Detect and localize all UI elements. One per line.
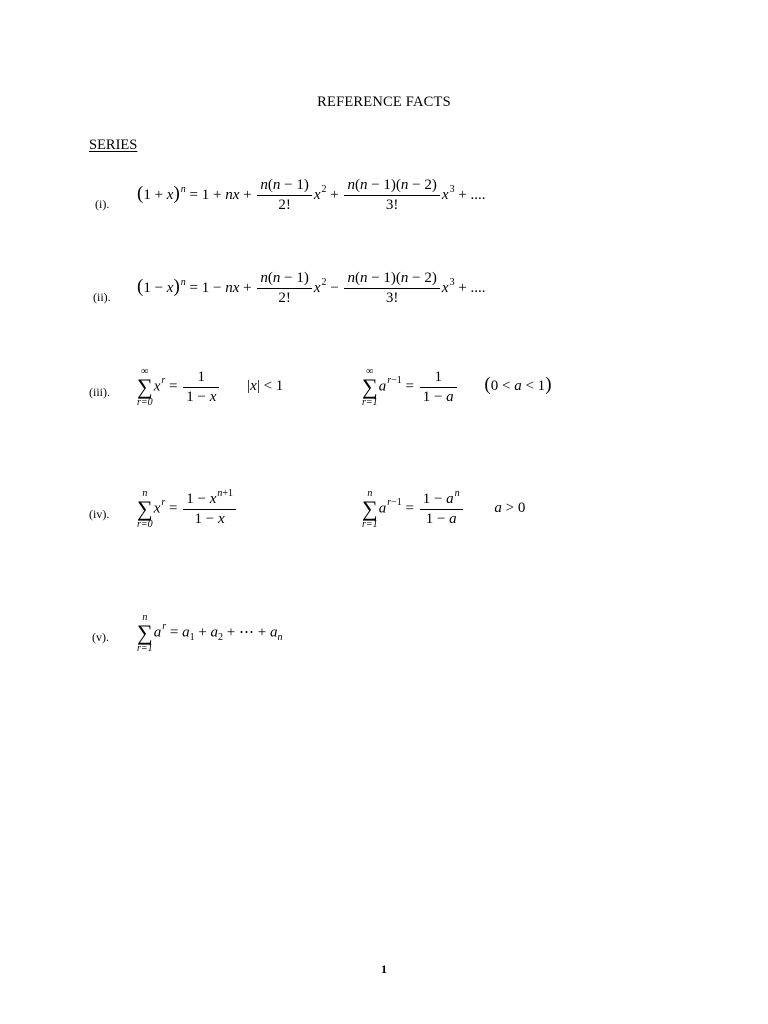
section-heading: SERIES [89,137,138,153]
page-number: 1 [381,962,387,976]
item-label-v: (v). [92,630,109,644]
page-title: REFERENCE FACTS [317,94,451,110]
formula-geometric-infinite-x: ∞ ∑ r=0 $x^r$ = $\frac{1}{1 - x}$ |x| < 1 [137,366,284,408]
item-label-iv: (iv). [89,507,110,521]
item-label-ii: (ii). [93,290,111,304]
formula-binomial-minus: $(1 - x)^n = 1$ − nx + $\frac{n(n - 1)}{2!}$ $x^2$ − $\frac{n(n - 1)(n - 2)}{3!}$ $x^3$ + .... [137,270,486,306]
formula-geometric-infinite-a: ∞ ∑ r=1 $a^{r-1}$ = $\frac{1}{1 - a}$ (0 < a < 1) [362,366,552,408]
formula-geometric-finite-x: n ∑ r=0 $x^r$ = $\frac{1 - x^{n+1}}{1 - x}$ [137,488,238,530]
formula-binomial-plus: $(1 + x)^n = 1$ + nx + $\frac{n(n - 1)}{2!}$ $x^2$ + $\frac{n(n - 1)(n - 2)}{3!}$ $x^3$ + .... [137,177,486,213]
formula-geometric-finite-a: n ∑ r=1 $a^{r-1}$ = $\frac{1 - a^n}{1 - a}$ a > 0 [362,487,526,530]
item-label-iii: (iii). [89,385,110,399]
item-label-i: (i). [95,197,110,211]
formula-sum-terms: n ∑ r=1 $a^r = a_1 + a_2$ + ⋯ + $a_n$ [137,612,283,654]
